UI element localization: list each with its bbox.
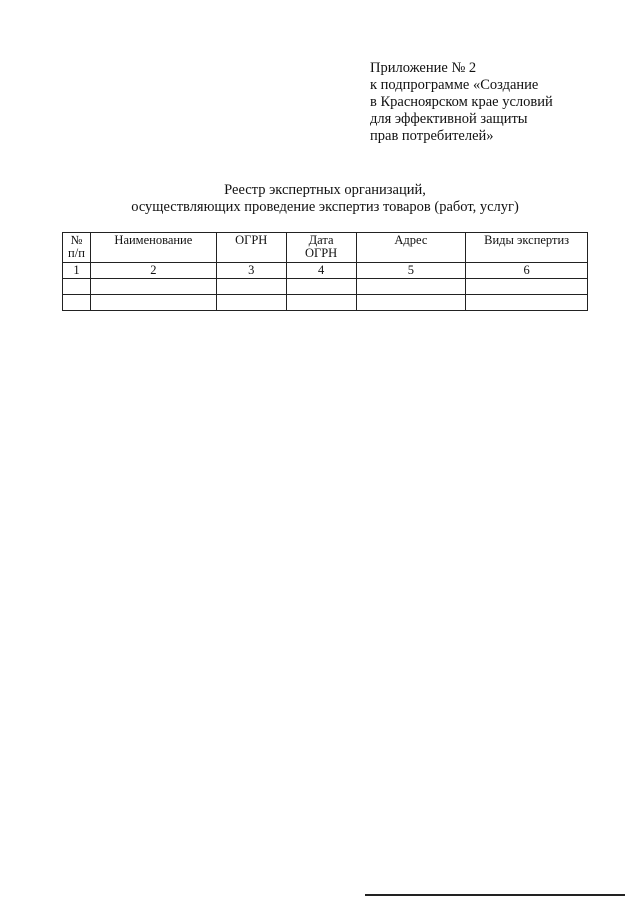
column-number: 4	[286, 263, 356, 279]
table-cell	[286, 295, 356, 311]
header-ogrn	[216, 233, 286, 263]
header-expertise-types	[466, 233, 588, 263]
header-text: Наименование	[114, 233, 193, 247]
header-text: Адрес	[394, 233, 428, 247]
column-number: 1	[63, 263, 91, 279]
header-row	[63, 233, 588, 263]
table-cell	[356, 295, 466, 311]
document-title	[0, 182, 640, 216]
header-number	[63, 233, 91, 263]
table-cell	[90, 295, 216, 311]
table-cell	[90, 279, 216, 295]
scan-border-line	[365, 894, 625, 896]
column-number: 5	[356, 263, 466, 279]
title-line-2: осуществляющих проведение экспертиз товаров (работ, услуг)	[131, 199, 519, 215]
column-number: 6	[466, 263, 588, 279]
table-cell	[63, 279, 91, 295]
table-cell	[466, 295, 588, 311]
header-text: Дата	[308, 233, 334, 247]
appendix-line: для эффективной защиты	[370, 111, 528, 127]
header-text: ОГРН	[304, 246, 338, 260]
appendix-line: Приложение № 2	[370, 60, 477, 76]
column-number: 2	[90, 263, 216, 279]
table-cell	[286, 279, 356, 295]
table-cell	[356, 279, 466, 295]
column-number-row	[63, 263, 588, 279]
table-cell	[63, 295, 91, 311]
table-row	[63, 295, 588, 311]
header-text: п/п	[68, 246, 85, 260]
table-row	[63, 279, 588, 295]
table-cell	[216, 295, 286, 311]
header-ogrn-date	[286, 233, 356, 263]
table-cell	[216, 279, 286, 295]
header-text: ОГРН	[235, 233, 268, 247]
appendix-line: в Красноярском крае условий	[370, 94, 553, 110]
column-number: 3	[216, 263, 286, 279]
header-address	[356, 233, 466, 263]
appendix-line: к подпрограмме «Создание	[370, 77, 539, 93]
appendix-line: прав потребителей»	[370, 128, 494, 144]
header-name	[90, 233, 216, 263]
title-line-1: Реестр экспертных организаций,	[224, 182, 426, 198]
header-text: Виды экспертиз	[484, 233, 570, 247]
table-cell	[466, 279, 588, 295]
header-text: №	[70, 233, 83, 247]
appendix-note	[370, 60, 553, 145]
registry-table	[62, 232, 588, 311]
